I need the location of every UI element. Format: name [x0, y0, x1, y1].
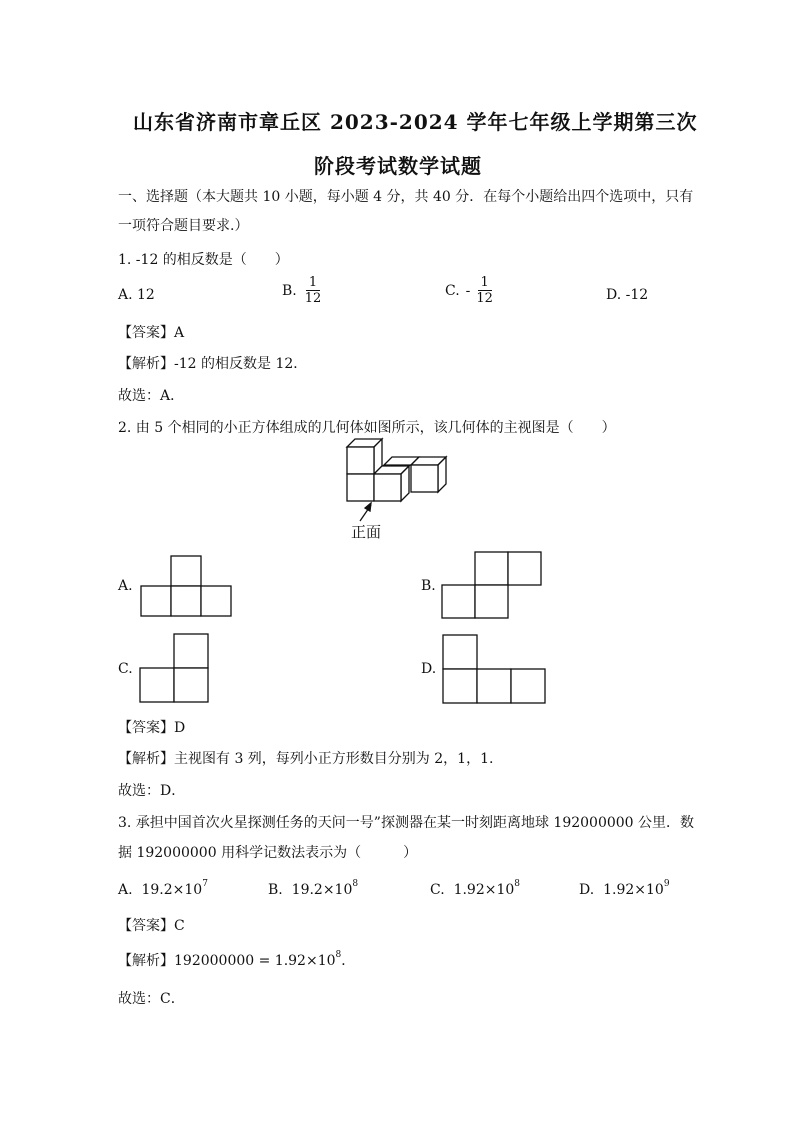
fraction-numerator: 1: [306, 275, 320, 291]
q3-option-d-base: 1.92×10: [603, 882, 664, 898]
q2-option-c-label: C.: [118, 661, 133, 677]
q2-option-b-figure: [442, 551, 544, 619]
section-header-line-2: 一项符合题目要求.）: [118, 218, 249, 234]
q3-option-d-label: D.: [579, 882, 595, 898]
q3-choice: 故选：C．: [118, 991, 185, 1007]
q3-answer: 【答案】C: [118, 918, 185, 934]
q2-solid-figure: [340, 435, 455, 515]
q2-option-d-figure: [443, 634, 547, 704]
cube-front-face: [374, 474, 401, 501]
q3-option-b-exponent: 8: [352, 879, 359, 889]
q2-choice: 故选：D．: [118, 783, 186, 799]
cube-front-face: [347, 447, 374, 474]
section-header-line-1: 一、选择题（本大题共 10 小题，每小题 4 分，共 40 分．在每个小题给出四个选项中，只有: [118, 189, 694, 205]
q1-option-b-label: B.: [282, 282, 297, 299]
q3-option-c-label: C.: [430, 882, 445, 898]
cube-front-face: [411, 465, 438, 492]
q3-option-b: [268, 879, 358, 898]
fraction-denominator: 12: [476, 291, 493, 306]
cube-front-face: [347, 474, 374, 501]
q3-analysis-exponent: 8: [335, 950, 342, 960]
q2-stem: 2. 由 5 个相同的小正方体组成的几何体如图所示，该几何体的主视图是（ ）: [118, 420, 616, 436]
fraction-numerator: 1: [478, 275, 492, 291]
q3-analysis-prefix: 【解析】: [118, 953, 174, 969]
q2-answer: 【答案】D: [118, 720, 186, 736]
q1-answer: 【答案】A: [118, 325, 185, 341]
q1-option-b-fraction: [305, 275, 322, 306]
q3-option-a: [118, 879, 208, 898]
title-line-2: 阶段考试数学试题: [314, 154, 482, 178]
front-arrow-head: [365, 503, 371, 511]
fraction-denominator: 12: [304, 291, 322, 306]
q3-stem-line-1: 3. 承担中国首次火星探测任务的天问一号”探测器在某一时刻距离地球 192000000 公里．数: [118, 815, 695, 831]
q3-option-d-exponent: 9: [663, 879, 670, 889]
q2-option-a-label: A.: [118, 578, 133, 594]
q3-option-c: [430, 879, 520, 898]
q1-option-d: D. -12: [606, 287, 649, 303]
q3-option-c-exponent: 8: [514, 879, 521, 889]
q1-stem: 1. -12 的相反数是（ ）: [118, 252, 289, 268]
q3-analysis: [118, 950, 355, 970]
q2-option-d-label: D.: [421, 661, 437, 677]
q1-option-b: [282, 275, 321, 306]
q1-option-c-label: C.: [445, 282, 460, 299]
q1-option-c: [445, 275, 493, 306]
title-line-1: 山东省济南市章丘区 2023-2024 学年七年级上学期第三次: [133, 110, 698, 134]
q3-analysis-suffix: ．: [341, 953, 356, 969]
q1-analysis: 【解析】-12 的相反数是 12．: [118, 356, 308, 372]
q3-option-a-base: 19.2×10: [141, 882, 203, 898]
q3-option-c-base: 1.92×10: [453, 882, 515, 898]
q2-option-b-label: B.: [421, 578, 436, 594]
q3-option-b-label: B.: [268, 882, 283, 898]
q1-option-c-sign: -: [465, 282, 471, 299]
q3-option-b-base: 19.2×10: [291, 882, 353, 898]
q3-option-d: [579, 879, 670, 898]
q1-option-a: A. 12: [118, 287, 155, 303]
q2-analysis: 【解析】主视图有 3 列，每列小正方形数目分别为 2，1，1.: [118, 751, 494, 767]
q3-option-a-label: A.: [118, 882, 133, 898]
q2-option-c-figure: [140, 633, 210, 703]
q2-front-label: 正面: [351, 523, 382, 541]
q1-choice: 故选：A．: [118, 388, 185, 404]
q1-option-c-fraction: [476, 275, 493, 306]
q3-stem-line-2: 据 192000000 用科学记数法表示为（ ）: [118, 845, 418, 861]
q2-option-a-figure: [141, 555, 233, 617]
q3-option-a-exponent: 7: [202, 879, 208, 889]
q3-analysis-expression: 192000000 = 1.92×10: [174, 953, 336, 969]
